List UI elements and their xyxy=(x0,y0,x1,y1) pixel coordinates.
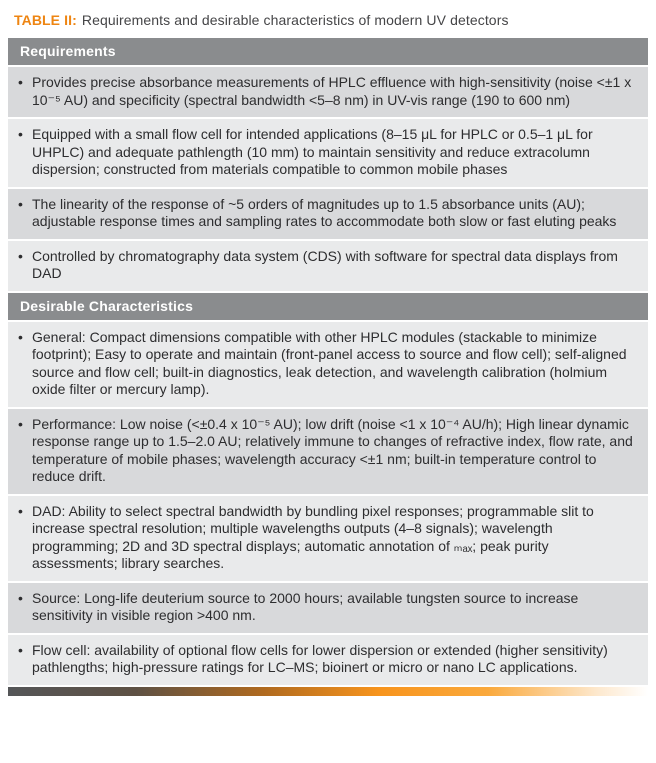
table-row-performance xyxy=(8,409,648,494)
table-row-flow-cell-options xyxy=(8,635,648,685)
table-row-linearity xyxy=(8,189,648,239)
table-row-general xyxy=(8,322,648,407)
table-row-sensitivity xyxy=(8,67,648,117)
bullet-icon: • xyxy=(18,502,23,519)
row-text: General: Compact dimensions compatible with other HPLC modules (stackable to minimize footprint); Easy to operate and maintain (front-panel access to source and flow cell); self-aligned source and flow cell; built-in diagnostics, leak detection, and wavelength calibration (holmium oxide filter or mercury lamp). xyxy=(32,328,627,397)
table-title xyxy=(8,10,648,38)
row-text: Provides precise absorbance measurements of HPLC effluence with high-sensitivity (noise <±1 x 10⁻⁵ AU) and specificity (spectral bandwidth <5–8 nm) in UV-vis range (190 to 600 nm) xyxy=(32,74,632,108)
section-header-requirements: Requirements xyxy=(8,38,648,65)
section-header-desirable-characteristics: Desirable Characteristics xyxy=(8,293,648,320)
bullet-icon: • xyxy=(18,195,23,212)
bullet-icon: • xyxy=(18,415,23,432)
bullet-icon: • xyxy=(18,328,23,345)
bullet-icon: • xyxy=(18,74,23,90)
row-text: Flow cell: availability of optional flow cells for lower dispersion or extended (higher sensitivity) pathlengths; high-pressure ratings for LC–MS; bioinert or micro or nano LC applications. xyxy=(32,641,608,675)
bullet-icon: • xyxy=(18,247,23,264)
bullet-icon: • xyxy=(18,126,23,142)
table-body xyxy=(8,38,648,696)
table-title-label: TABLE II: xyxy=(14,12,77,28)
row-text: Equipped with a small flow cell for intended applications (8–15 μL for HPLC or 0.5–1 μL for UHPLC) and adequate pathlength (10 mm) to maintain sensitivity and reduce extracolumn dispersion; constructed from materials compatible to common mobile phases xyxy=(32,126,593,177)
table-row-dad xyxy=(8,496,648,581)
table-row-source xyxy=(8,583,648,633)
table-title-text: Requirements and desirable characteristics of modern UV detectors xyxy=(81,12,509,28)
bullet-icon: • xyxy=(18,641,23,658)
row-text: Controlled by chromatography data system (CDS) with software for spectral data displays from DAD xyxy=(32,247,618,281)
table-footer-gradient-bar xyxy=(8,687,648,696)
row-text: Source: Long-life deuterium source to 2000 hours; available tungsten source to increase sensitivity in visible region >400 nm. xyxy=(32,589,579,623)
row-text: The linearity of the response of ~5 orders of magnitudes up to 1.5 absorbance units (AU); adjustable response times and sampling rates to accommodate both slow or fast eluting peaks xyxy=(32,195,617,229)
table-row-cds-control xyxy=(8,241,648,291)
row-text: Performance: Low noise (<±0.4 x 10⁻⁵ AU); low drift (noise <1 x 10⁻⁴ AU/h); High linear dynamic response range up to 1.5–2.0 AU; relatively immune to changes of refractive index, flow rate, and temperature of mobile phases; wavelength accuracy <±1 nm; built-in temperature control to reduce drift. xyxy=(32,415,633,484)
row-text: DAD: Ability to select spectral bandwidth by bundling pixel responses; programmable slit to increase spectral resolution; multiple wavelengths outputs (4–8 signals); wavelength programming; 2D and 3D spectral displays; automatic annotation of ₘₐₓ; peak purity assessments; library searches. xyxy=(32,502,594,571)
table-figure xyxy=(8,10,648,696)
table-row-flow-cell-size xyxy=(8,119,648,187)
bullet-icon: • xyxy=(18,589,23,606)
